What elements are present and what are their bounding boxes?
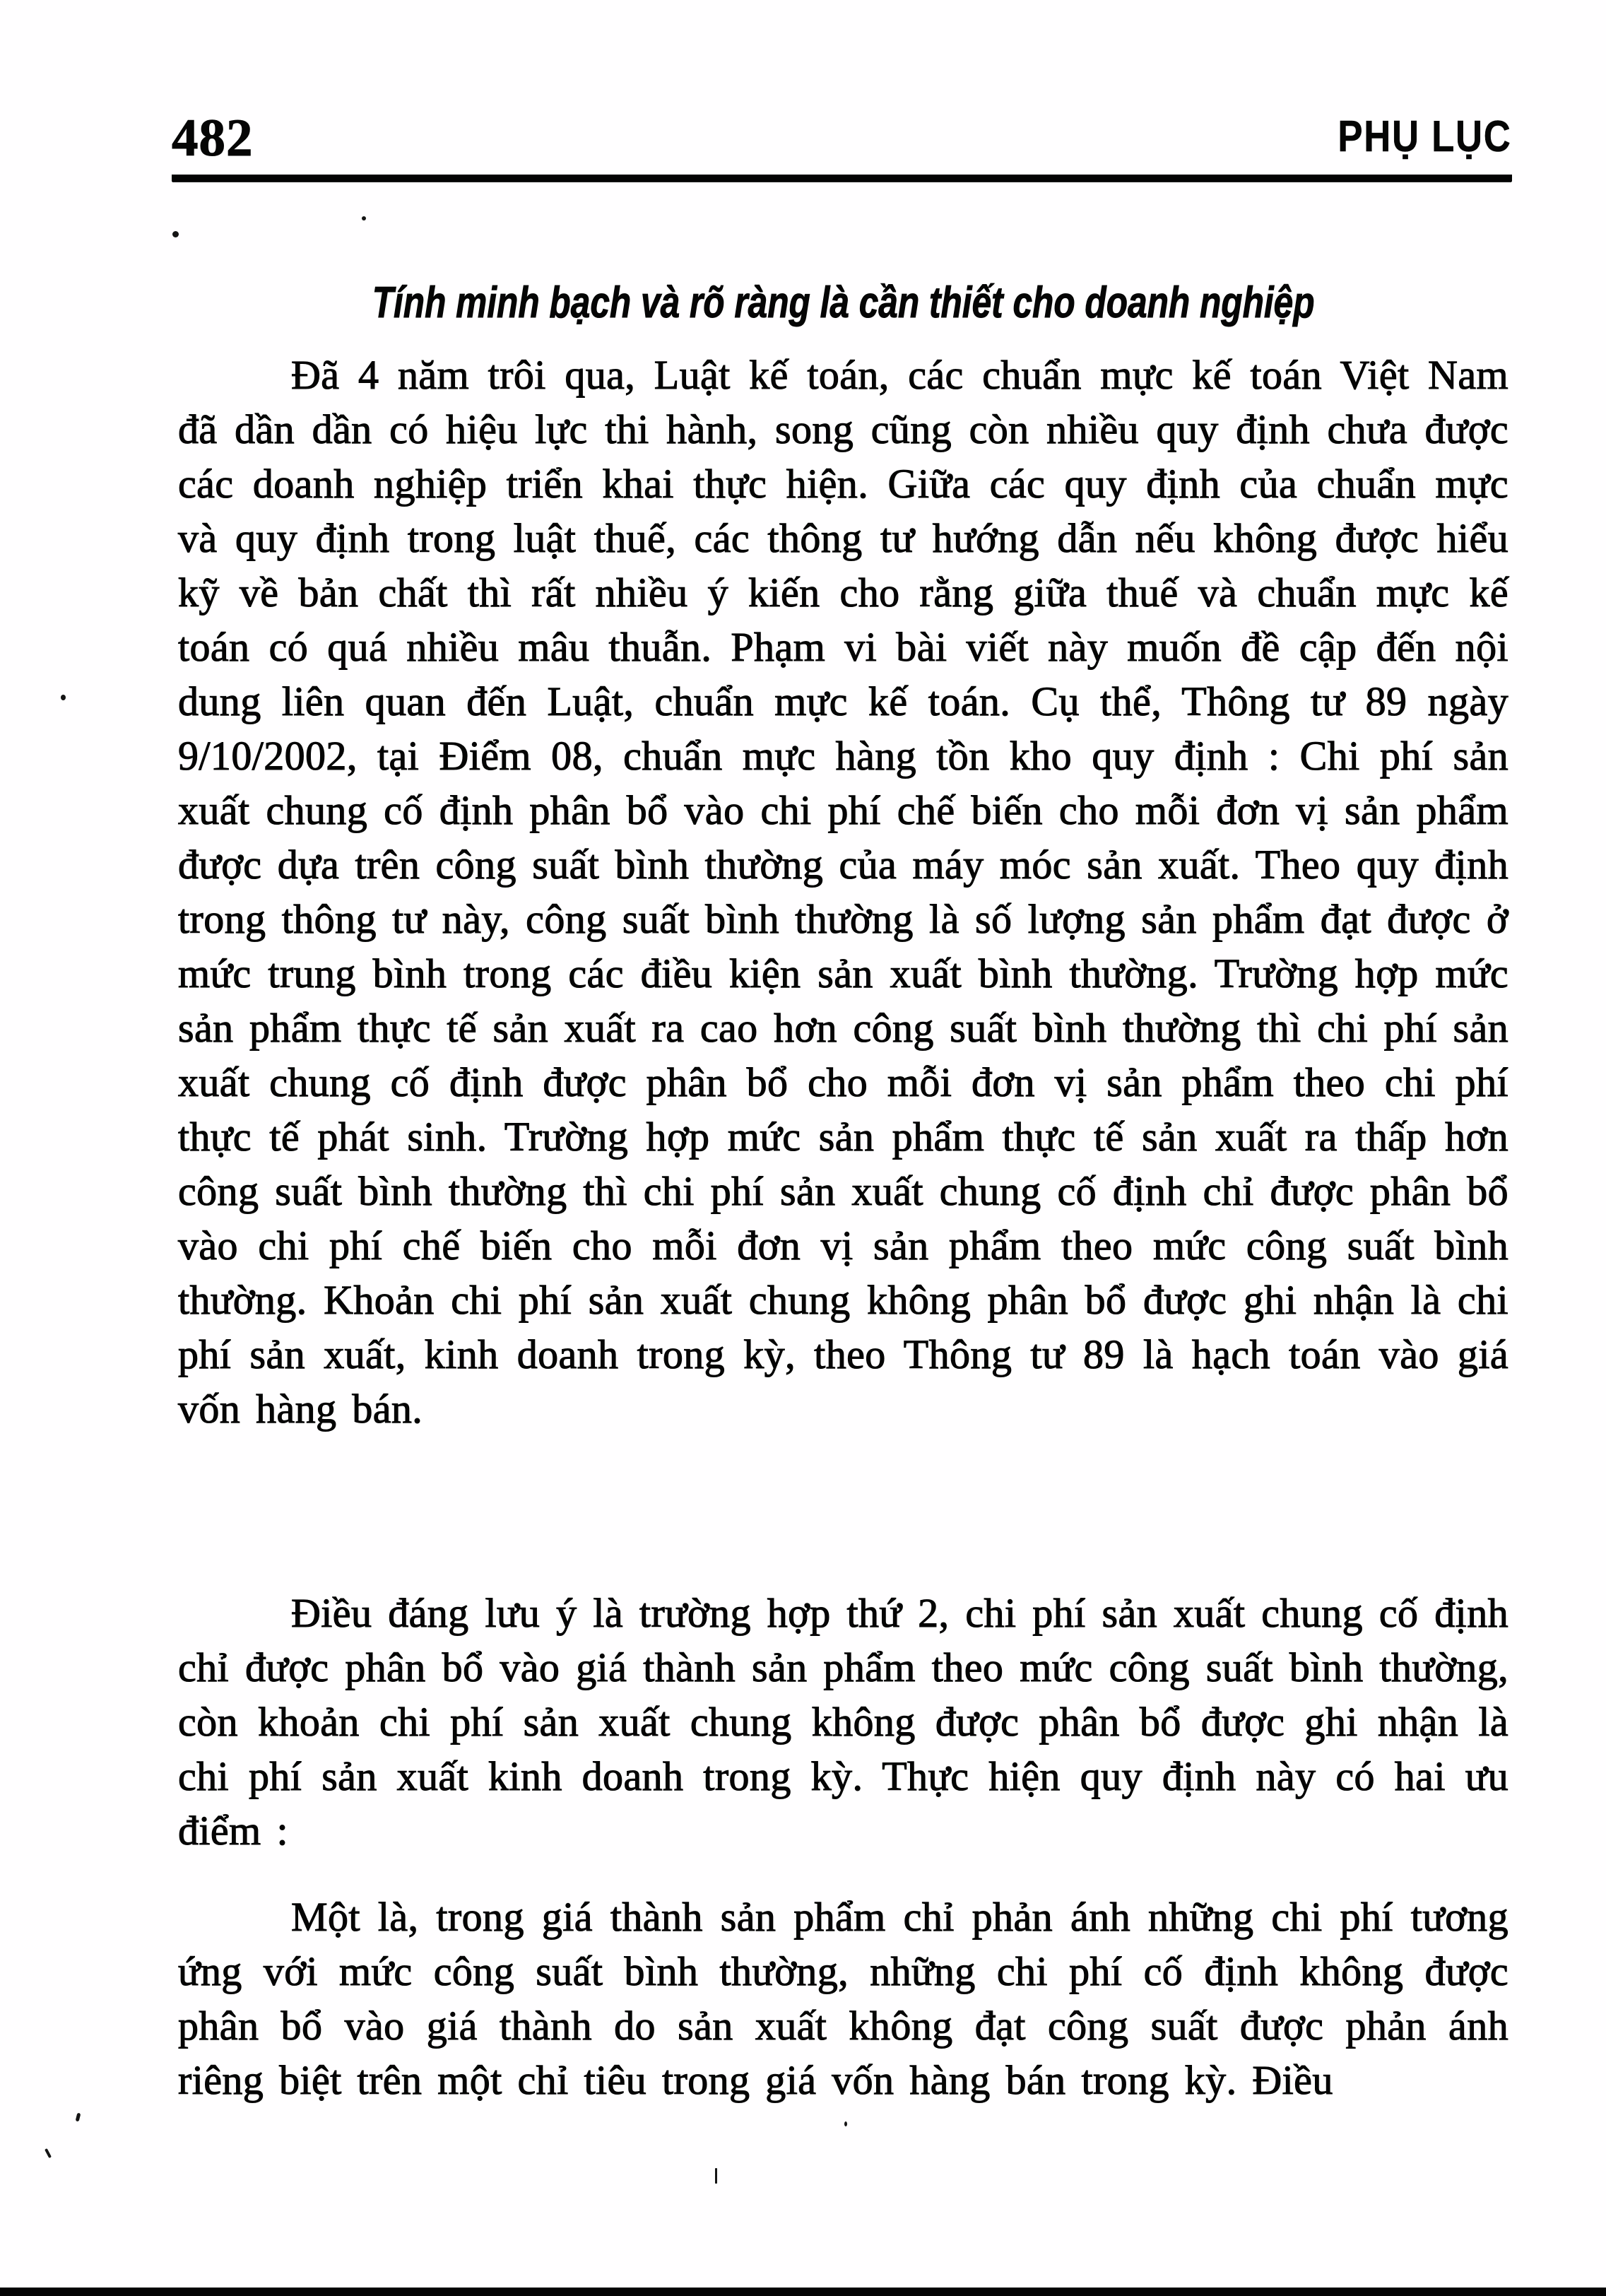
scan-speck [844, 2121, 847, 2126]
scan-speck [362, 216, 366, 220]
article-title-text: Tính minh bạch và rõ ràng là cần thiết cho doanh nghiệp [372, 278, 1315, 327]
paragraph-2: Điều đáng lưu ý là trường hợp thứ 2, chi phí sản xuất chung cố định chỉ được phân bổ vào giá thành sản phẩm theo mức công suất bình thường, còn khoản chi phí sản xuất chung không được phân bổ được ghi nhận là chi phí sản xuất kinh doanh trong kỳ. Thực hiện quy định này có hai ưu điểm : [178, 1590, 1508, 1854]
scan-speck [715, 2168, 717, 2184]
scan-speck [61, 695, 66, 700]
header-rule [172, 175, 1512, 182]
scan-speck [76, 2113, 81, 2122]
article-title [178, 280, 1508, 326]
running-header-label: PHỤ LỤC [1338, 112, 1512, 161]
page-number: 482 [172, 109, 254, 167]
scan-speck [45, 2148, 52, 2158]
paragraph-1: Đã 4 năm trôi qua, Luật kế toán, các chuẩn mực kế toán Việt Nam đã dần dần có hiệu lực thi hành, song cũng còn nhiều quy định chưa được các doanh nghiệp triển khai thực hiện. Giữa các quy định của chuẩn mực và quy định trong luật thuế, các thông tư hướng dẫn nếu không được hiểu kỹ về bản chất thì rất nhiều ý kiến cho rằng giữa thuế và chuẩn mực kế toán có quá nhiều mâu thuẫn. Phạm vi bài viết này muốn đề cập đến nội dung liên quan đến Luật, chuẩn mực kế toán. Cụ thể, Thông tư 89 ngày 9/10/2002, tại Điểm 08, chuẩn mực hàng tồn kho quy định : Chi phí sản xuất chung cố định phân bổ vào chi phí chế biến cho mỗi đơn vị sản phẩm được dựa trên công suất bình thường của máy móc sản xuất. Theo quy định trong thông tư này, công suất bình thường là số lượng sản phẩm đạt được ở mức trung bình trong các điều kiện sản xuất bình thường. Trường hợp mức sản phẩm thực tế sản xuất ra cao hơn công suất bình thường thì chi phí sản xuất chung cố định được phân bổ cho mỗi đơn vị sản phẩm theo chi phí thực tế phát sinh. Trường hợp mức sản phẩm thực tế sản xuất ra thấp hơn công suất bình thường thì chi phí sản xuất chung cố định chỉ được phân bổ vào chi phí chế biến cho mỗi đơn vị sản phẩm theo mức công suất bình thường. Khoản chi phí sản xuất chung không phân bổ được ghi nhận là chi phí sản xuất, kinh doanh trong kỳ, theo Thông tư 89 là hạch toán vào giá vốn hàng bán. [178, 352, 1508, 1432]
scan-edge-bar [0, 2288, 1606, 2296]
paragraph-3: Một là, trong giá thành sản phẩm chỉ phản ánh những chi phí tương ứng với mức công suất bình thường, những chi phí cố định không được phân bổ vào giá thành do sản xuất không đạt công suất được phản ánh riêng biệt trên một chỉ tiêu trong giá vốn hàng bán trong kỳ. Điều [178, 1894, 1508, 2103]
scan-speck [172, 231, 179, 237]
running-header [1307, 112, 1512, 161]
